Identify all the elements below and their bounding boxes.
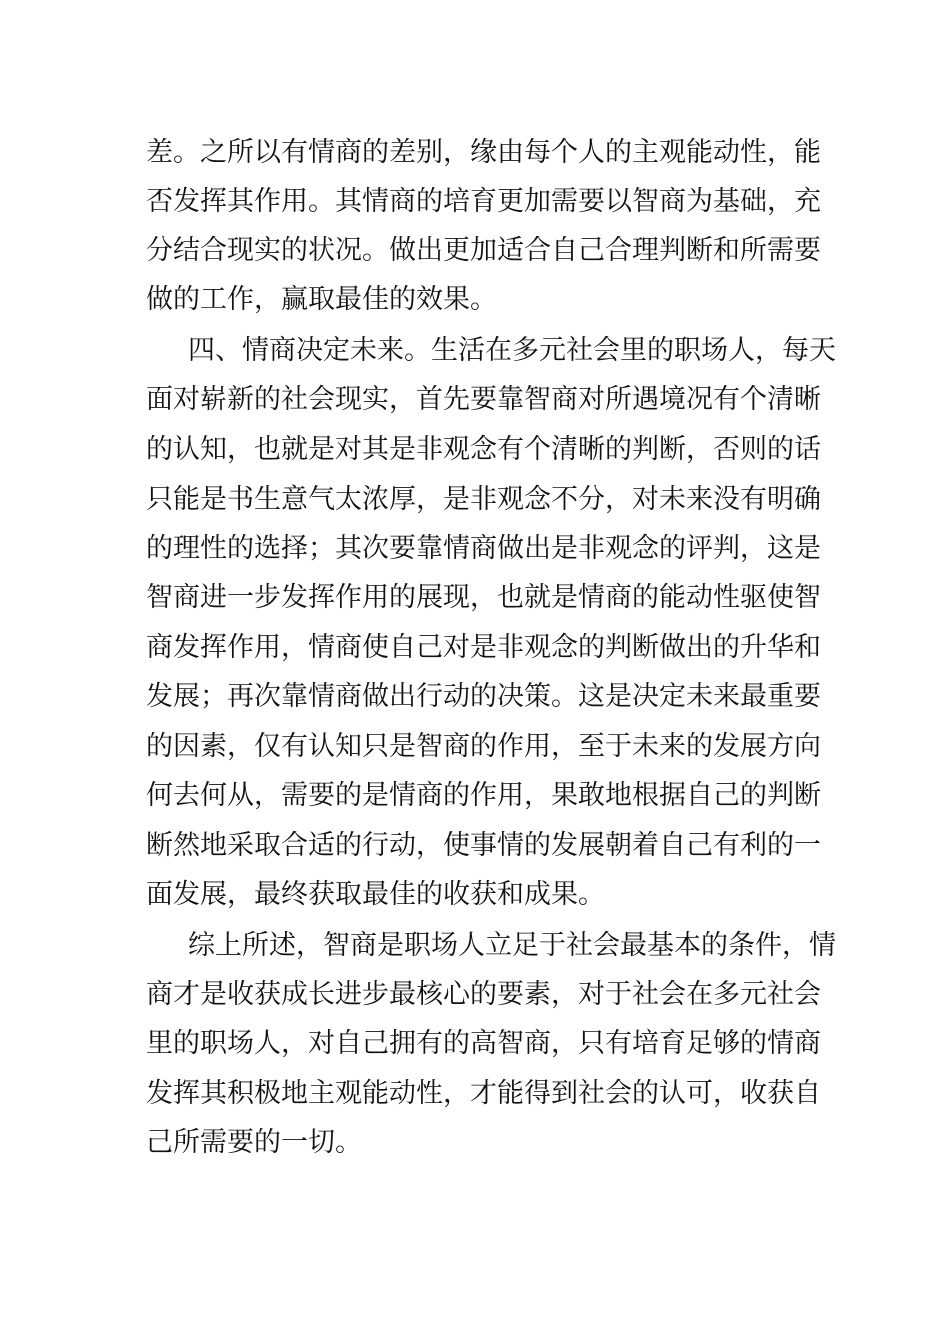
text-line-indented: 综上所述，智商是职场人立足于社会最基本的条件，情 <box>188 930 836 961</box>
text-line: 的理性的选择；其次要靠情商做出是非观念的评判，这是 <box>146 533 821 564</box>
text-line: 发展；再次靠情商做出行动的决策。这是决定未来最重要 <box>146 681 821 712</box>
text-line: 分结合现实的状况。做出更加适合自己合理判断和所需要 <box>146 235 821 266</box>
text-line-indented: 四、情商决定未来。生活在多元社会里的职场人，每天 <box>188 335 836 366</box>
text-line: 差。之所以有情商的差别，缘由每个人的主观能动性，能 <box>146 137 821 168</box>
text-line: 何去何从，需要的是情商的作用，果敢地根据自己的判断 <box>146 780 821 811</box>
text-line: 己所需要的一切。 <box>146 1127 362 1158</box>
text-line: 面发展，最终获取最佳的收获和成果。 <box>146 879 605 910</box>
text-line: 面对崭新的社会现实，首先要靠智商对所遇境况有个清晰 <box>146 384 821 415</box>
text-line: 发挥其积极地主观能动性，才能得到社会的认可，收获自 <box>146 1078 821 1109</box>
text-line: 断然地采取合适的行动，使事情的发展朝着自己有利的一 <box>146 830 821 861</box>
text-line: 做的工作，赢取最佳的效果。 <box>146 284 497 315</box>
text-line: 只能是书生意气太浓厚，是非观念不分，对未来没有明确 <box>146 484 821 515</box>
text-line: 智商进一步发挥作用的展现，也就是情商的能动性驱使智 <box>146 582 821 613</box>
text-line: 商发挥作用，情商使自己对是非观念的判断做出的升华和 <box>146 632 821 663</box>
text-line: 否发挥其作用。其情商的培育更加需要以智商为基础，充 <box>146 186 821 217</box>
text-line: 的认知，也就是对其是非观念有个清晰的判断，否则的话 <box>146 434 821 465</box>
text-line: 的因素，仅有认知只是智商的作用，至于未来的发展方向 <box>146 731 821 762</box>
text-line: 里的职场人，对自己拥有的高智商，只有培育足够的情商 <box>146 1028 821 1059</box>
text-line: 商才是收获成长进步最核心的要素，对于社会在多元社会 <box>146 979 821 1010</box>
